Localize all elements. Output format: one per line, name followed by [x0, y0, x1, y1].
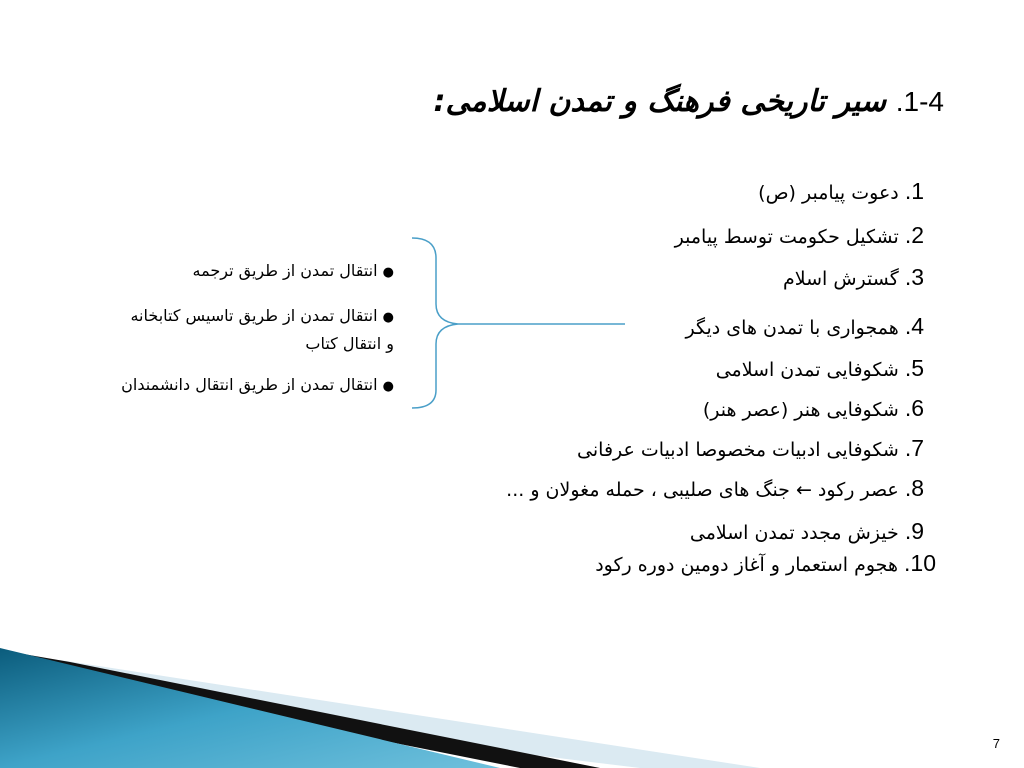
list-item-text: شکوفایی هنر (عصر هنر) [702, 399, 899, 421]
list-item-number: 4. [904, 313, 924, 339]
side-bullet-text: انتقال تمدن از طریق ترجمه [192, 261, 378, 280]
slide-number: 7 [992, 736, 1000, 751]
side-bullet-text: انتقال تمدن از طریق انتقال دانشمندان [121, 375, 378, 394]
list-item-number: 1. [904, 178, 924, 204]
list-item-text: تشکیل حکومت توسط پیامبر [674, 226, 899, 248]
title-text: سیر تاریخی فرهنگ و تمدن اسلامی: [433, 84, 887, 119]
list-item-number: 3. [904, 264, 924, 290]
bullet-dot: ● [382, 379, 394, 394]
list-item-text: شکوفایی تمدن اسلامی [715, 359, 899, 381]
band-blue-wedge [0, 648, 500, 768]
list-item-text: هجوم استعمار و آغاز دومین دوره رکود [595, 554, 898, 576]
bullet-dot: ● [382, 310, 394, 325]
list-item-text: دعوت پیامبر (ص) [758, 182, 899, 204]
list-item-number: 6. [904, 395, 924, 421]
bullet-dot: ● [382, 265, 394, 280]
list-item-text: شکوفایی ادبیات مخصوصا ادبیات عرفانی [577, 439, 899, 461]
side-bullet-text: انتقال تمدن از طریق تاسیس کتابخانه [130, 306, 378, 325]
list-item-number: 9. [904, 518, 924, 544]
list-item-number: 2. [904, 222, 924, 248]
list-item-number: 10. [904, 550, 936, 576]
list-item-text: گسترش اسلام [783, 268, 899, 290]
list-item-text: عصر رکود ← جنگ های صلیبی ، حمله مغولان و ... [506, 479, 899, 501]
title-number: 1-4. [895, 86, 944, 117]
list-item-number: 5. [904, 355, 924, 381]
list-item-text: همجواری با تمدن های دیگر [685, 317, 899, 339]
list-item-text: خیزش مجدد تمدن اسلامی [689, 522, 899, 544]
side-bullet-continuation: و انتقال کتاب [305, 334, 394, 353]
list-item-number: 7. [904, 435, 924, 461]
list-item-number: 8. [904, 475, 924, 501]
